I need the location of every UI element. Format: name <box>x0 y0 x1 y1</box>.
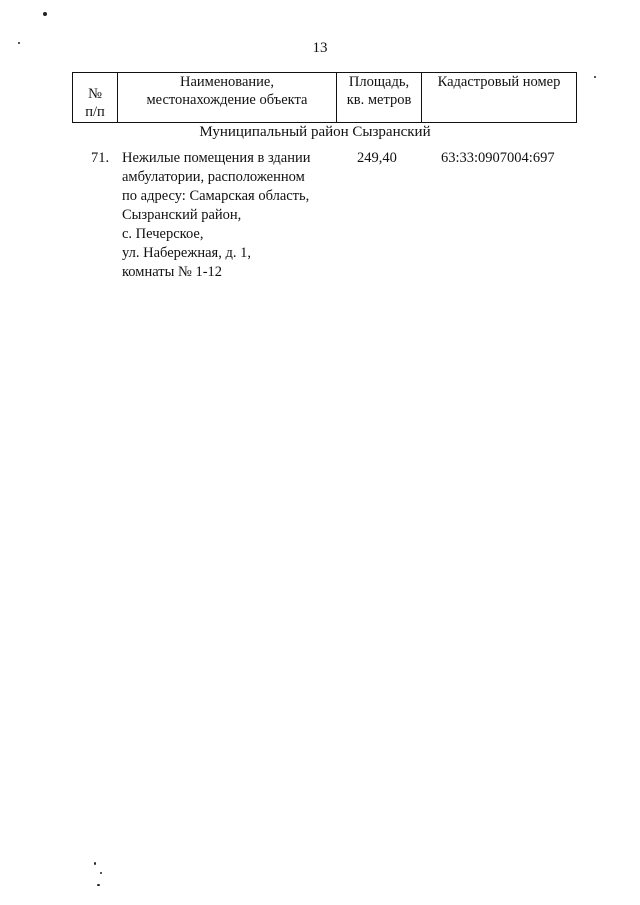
row-number: 71. <box>91 150 110 166</box>
header-name-line-2: местонахождение объекта <box>146 92 308 108</box>
table-header-row <box>73 73 577 123</box>
header-cadastral-line-1: Кадастровый номер <box>437 74 561 90</box>
header-cadastral-number <box>422 73 577 123</box>
description-line: с. Печерское, <box>122 226 204 242</box>
scan-speck <box>43 12 47 16</box>
header-name-line-1: Наименование, <box>180 74 274 90</box>
row-area: 249,40 <box>357 150 397 166</box>
description-line: амбулатории, расположенном <box>122 169 305 185</box>
header-number-line-2: п/п <box>85 104 105 120</box>
page-number: 13 <box>312 40 328 56</box>
row-description <box>122 149 342 282</box>
header-name-location <box>118 73 337 123</box>
scan-speck <box>94 862 96 865</box>
description-line: Нежилые помещения в здании <box>122 150 311 166</box>
scan-speck <box>18 42 20 44</box>
header-area <box>337 73 422 123</box>
header-number <box>73 73 118 123</box>
description-line: ул. Набережная, д. 1, <box>122 245 251 261</box>
description-line: по адресу: Самарская область, <box>122 188 310 204</box>
scan-speck <box>594 76 596 78</box>
header-number-line-1: № <box>88 86 102 102</box>
header-area-line-2: кв. метров <box>346 92 412 108</box>
section-title: Муниципальный район Сызранский <box>199 124 431 140</box>
header-area-line-1: Площадь, <box>348 74 410 90</box>
description-line: Сызранский район, <box>122 207 242 223</box>
row-cadastral-number: 63:33:0907004:697 <box>441 150 555 166</box>
objects-table-header <box>72 72 577 123</box>
scan-speck <box>100 872 102 874</box>
description-line: комнаты № 1-12 <box>122 264 223 280</box>
scan-speck <box>97 884 100 886</box>
